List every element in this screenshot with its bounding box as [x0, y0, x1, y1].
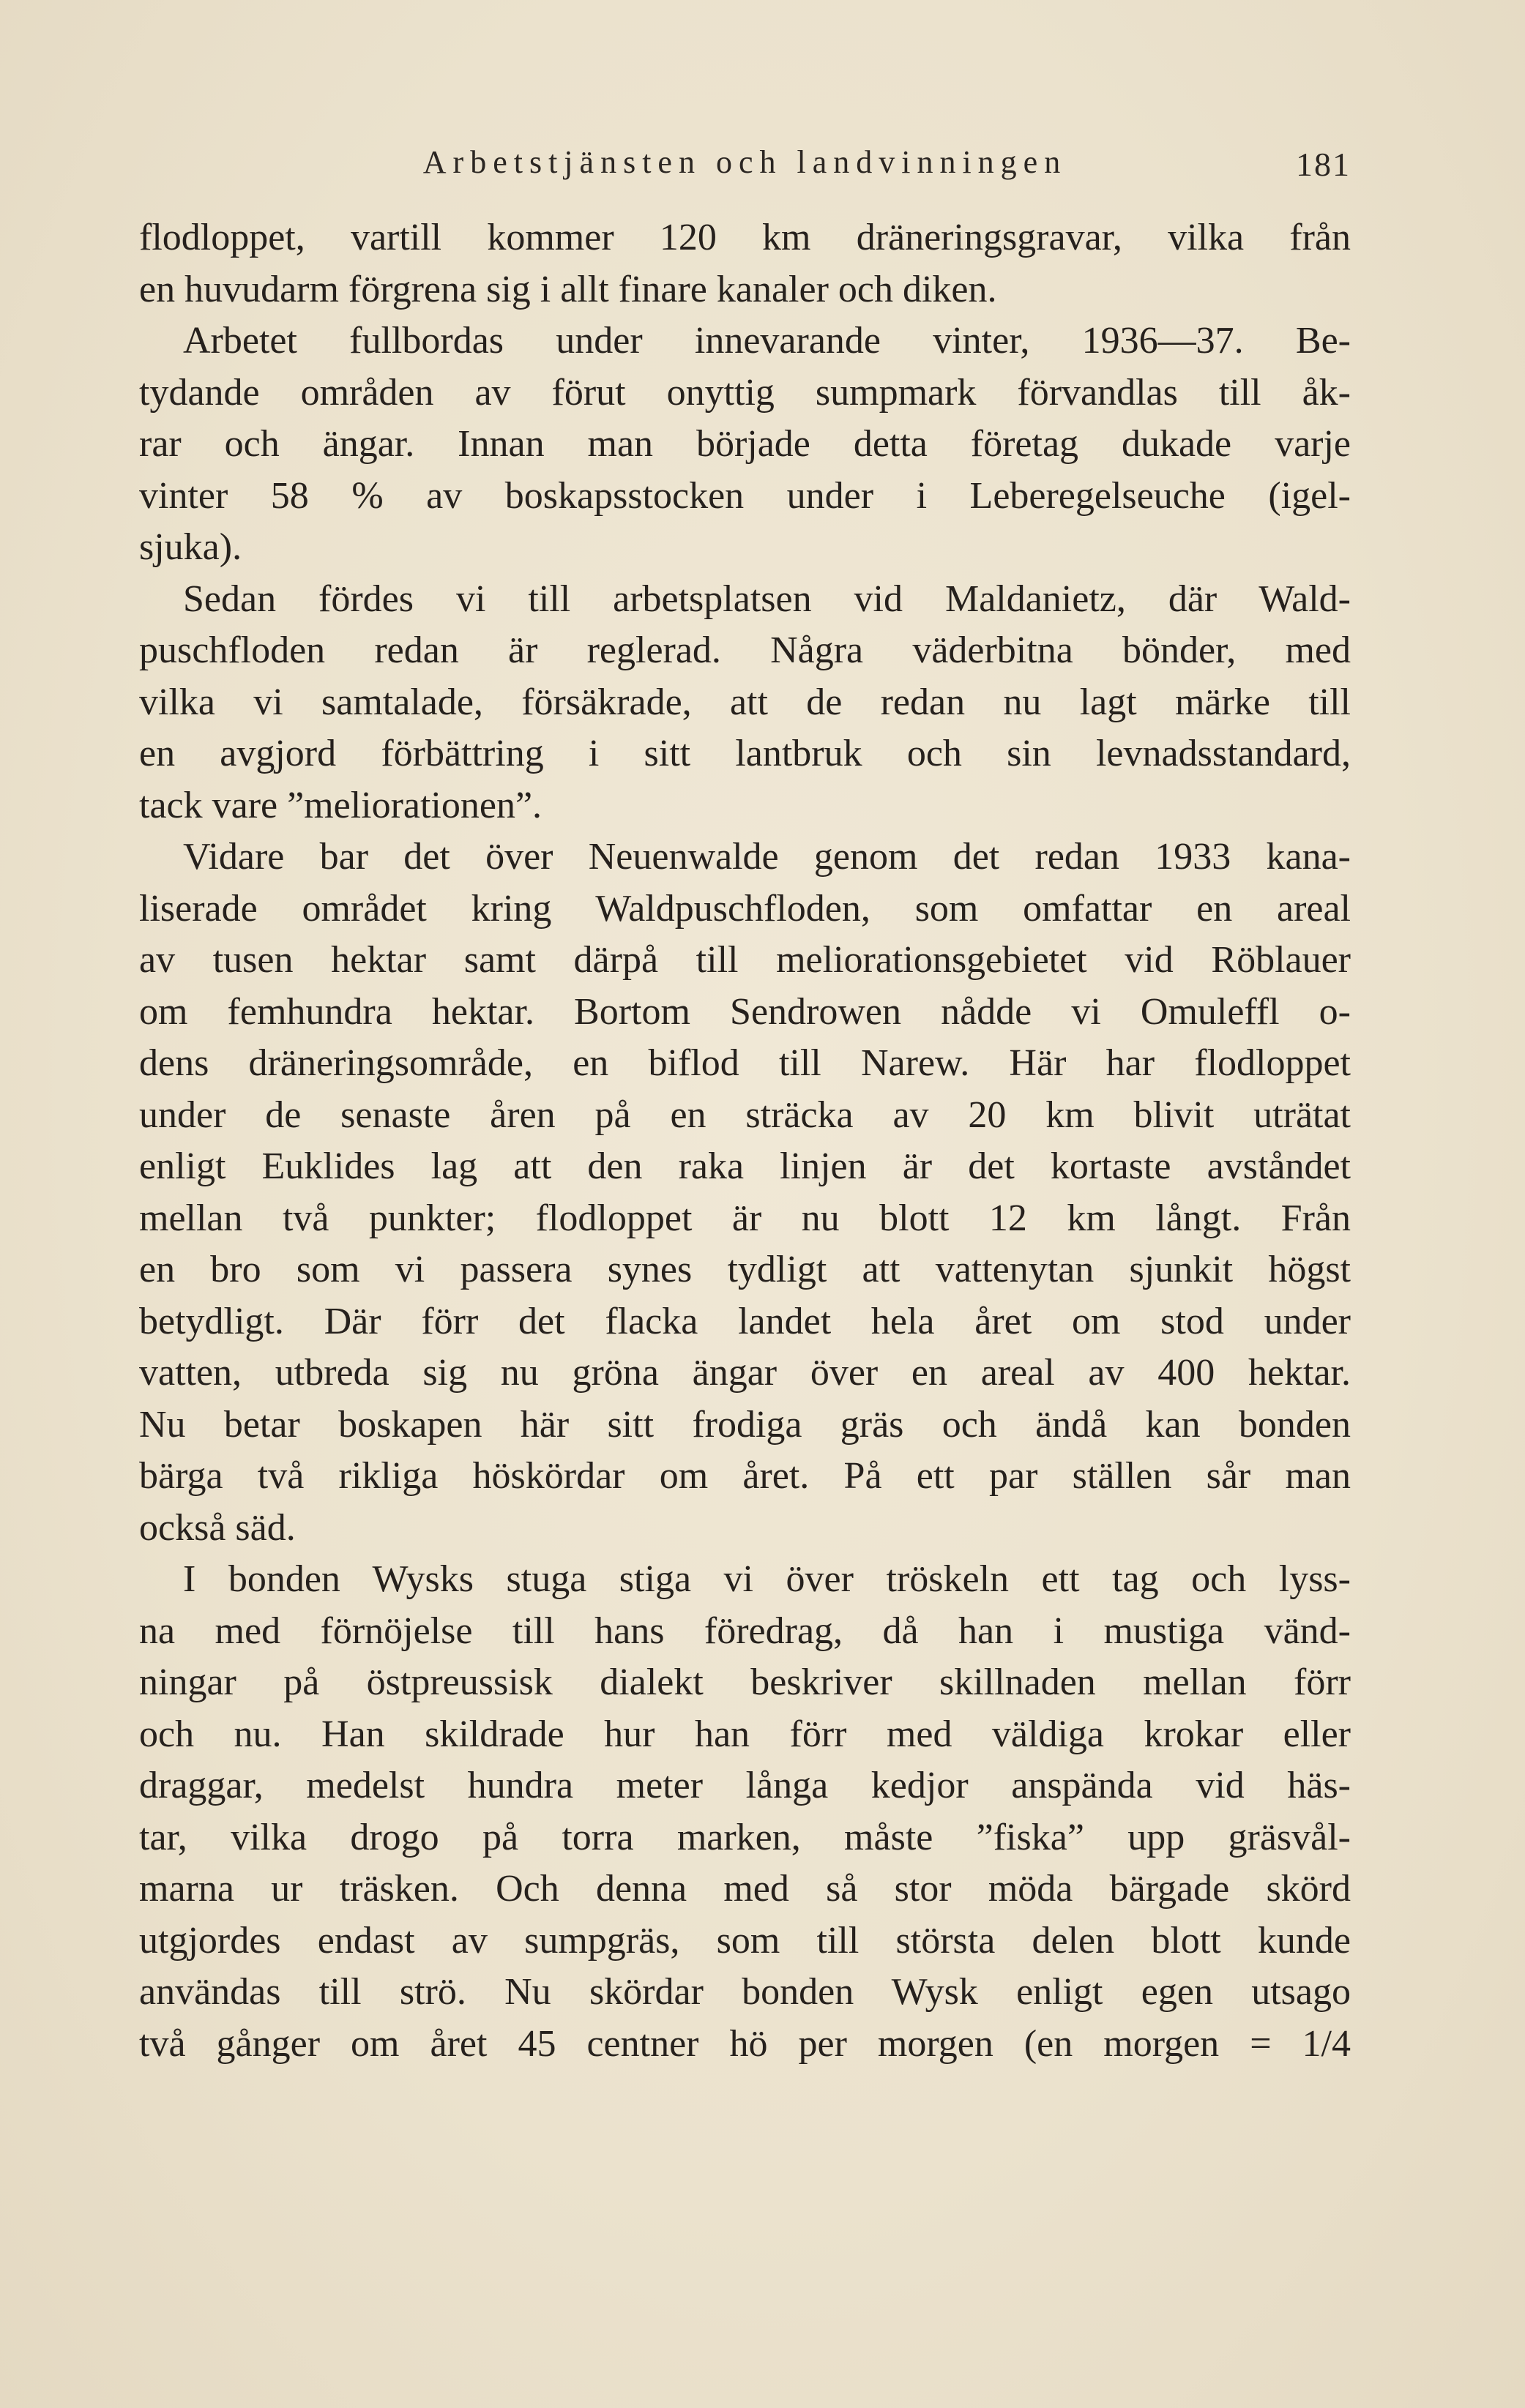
text-line: Arbetet fullbordas under innevarande vinter, 1936—37. Be- — [183, 320, 1351, 362]
text-line: mellan två punkter; flodloppet är nu blott 12 km långt. Från — [139, 1197, 1351, 1239]
text-line: två gånger om året 45 centner hö per morgen (en morgen = 1/4 — [139, 2022, 1351, 2065]
text-line: I bonden Wysks stuga stiga vi över tröskeln ett tag och lyss- — [183, 1558, 1351, 1600]
text-line: sjuka). — [139, 526, 242, 568]
text-line: utgjordes endast av sumpgräs, som till största delen blott kunde — [139, 1919, 1351, 1962]
text-line: under de senaste åren på en sträcka av 20 km blivit uträtat — [139, 1093, 1351, 1136]
text-line: användas till strö. Nu skördar bonden Wysk enligt egen utsago — [139, 1971, 1351, 2013]
text-line: vatten, utbreda sig nu gröna ängar över en areal av 400 hektar. — [139, 1352, 1351, 1394]
text-line: betydligt. Där förr det flacka landet hela året om stod under — [139, 1300, 1351, 1342]
text-line: draggar, medelst hundra meter långa kedjor anspända vid häs- — [139, 1765, 1351, 1806]
text-line: Nu betar boskapen här sitt frodiga gräs och ändå kan bonden — [139, 1403, 1351, 1446]
text-line: av tusen hektar samt därpå till meliorationsgebietet vid Röblauer — [139, 939, 1351, 981]
text-line: en huvudarm förgrena sig i allt finare kanaler och diken. — [139, 268, 997, 310]
text-line: en avgjord förbättring i sitt lantbruk och sin levnadsstandard, — [139, 733, 1351, 774]
text-line: marna ur träsken. Och denna med så stor möda bärgade skörd — [139, 1868, 1351, 1910]
text-line: puschfloden redan är reglerad. Några väderbitna bönder, med — [139, 629, 1351, 671]
text-line: vinter 58 % av boskapsstocken under i Leberegelseuche (igel- — [139, 474, 1351, 517]
text-line: en bro som vi passera synes tydligt att vattenytan sjunkit högst — [139, 1249, 1351, 1290]
body-text — [139, 212, 1351, 2070]
text-line: na med förnöjelse till hans föredrag, då han i mustiga vänd- — [139, 1609, 1351, 1652]
text-line: enligt Euklides lag att den raka linjen är det kortaste avståndet — [139, 1145, 1351, 1187]
text-line: tack vare ”meliorationen”. — [139, 784, 542, 826]
text-line: om femhundra hektar. Bortom Sendrowen nådde vi Omuleffl o- — [139, 990, 1351, 1033]
text-line: flodloppet, vartill kommer 120 km dräneringsgravar, vilka från — [139, 217, 1351, 258]
text-line: också säd. — [139, 1506, 296, 1549]
text-line: vilka vi samtalade, försäkrade, att de redan nu lagt märke till — [139, 681, 1351, 723]
running-head: Arbetstjänsten och landvinningen — [422, 144, 1067, 180]
page-number: 181 — [1296, 146, 1351, 183]
page-header — [139, 143, 1351, 187]
text-line: och nu. Han skildrade hur han förr med väldiga krokar eller — [139, 1713, 1351, 1755]
text-line: tydande områden av förut onyttig sumpmark förvandlas till åk- — [139, 371, 1351, 414]
text-line: dens dräneringsområde, en biflod till Narew. Här har flodloppet — [139, 1042, 1351, 1084]
text-line: Sedan fördes vi till arbetsplatsen vid Maldanietz, där Wald- — [183, 577, 1351, 620]
text-line: rar och ängar. Innan man började detta företag dukade varje — [139, 423, 1351, 465]
text-line: ningar på östpreussisk dialekt beskriver skillnaden mellan förr — [139, 1661, 1351, 1703]
text-line: bärga två rikliga höskördar om året. På ett par ställen sår man — [139, 1455, 1351, 1497]
text-line: liserade området kring Waldpuschfloden, som omfattar en areal — [139, 887, 1351, 930]
text-line: Vidare bar det över Neuenwalde genom det redan 1933 kana- — [183, 836, 1351, 878]
text-line: tar, vilka drogo på torra marken, måste ”fiska” upp gräsvål- — [139, 1816, 1351, 1858]
